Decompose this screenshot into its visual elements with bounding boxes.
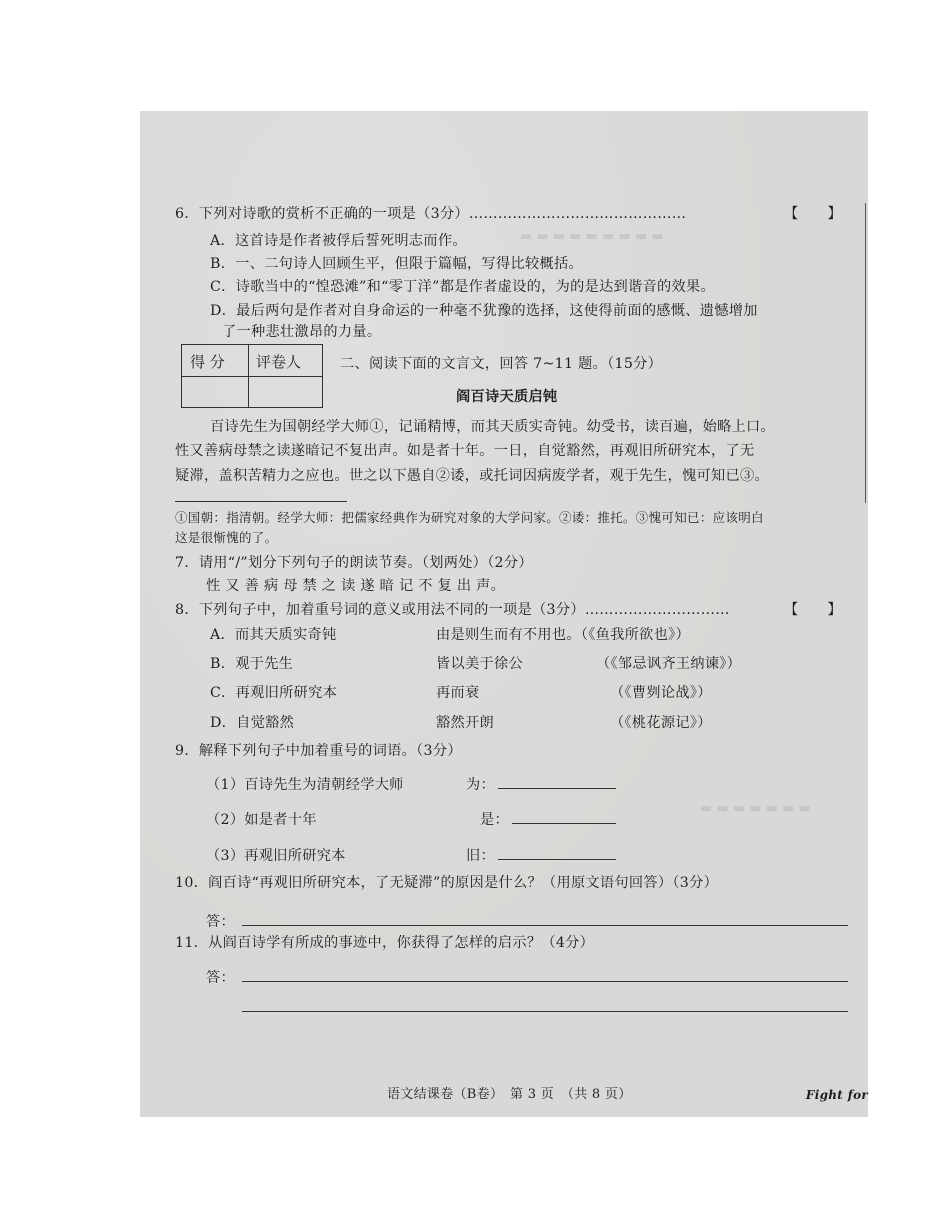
q8-option-c-source: （《曹刿论战》）: [610, 685, 712, 701]
bleed-through-text: ▬ ▬ ▬ ▬ ▬ ▬ ▬: [700, 801, 811, 816]
score-box: [181, 344, 323, 408]
q9-item-3-label: 旧：: [466, 848, 495, 864]
q9-item-3: （3）再观旧所研究本: [206, 848, 346, 864]
q9-stem: 9．解释下列句子中加着重号的词语。（3分）: [175, 743, 462, 759]
q6-option-b: B．一、二句诗人回顾生平，但限于篇幅，写得比较概括。: [210, 256, 583, 272]
q8-option-b-source: （《邹忌讽齐王纳谏》）: [596, 656, 742, 672]
section2-heading: 二、阅读下面的文言文，回答 7~11 题。（15分）: [340, 356, 663, 372]
q11-answer-label: 答：: [206, 970, 235, 986]
q9-item-2-blank[interactable]: [512, 823, 616, 824]
footer-corner-text: Fight for: [805, 1088, 868, 1102]
q8-option-d-compare: 豁然开朗: [436, 715, 494, 731]
q8-option-a-compare: 由是则生而有不用也。（《鱼我所欲也》）: [436, 627, 690, 643]
q6-answer-bracket: 【 】: [784, 206, 842, 222]
q11-answer-line-2[interactable]: [242, 1011, 848, 1012]
q11-answer-line-1[interactable]: [242, 981, 848, 982]
q9-item-1-label: 为：: [466, 777, 495, 793]
q6-option-c: C．诗歌当中的“惶恐滩”和“零丁洋”都是作者虚设的，为的是达到谐音的效果。: [210, 279, 715, 295]
passage-title: 阎百诗天质启钝: [456, 389, 558, 405]
q7-stem: 7．请用“/”划分下列句子的朗读节奏。（划两处）（2分）: [175, 555, 533, 571]
notes-separator: [175, 501, 347, 502]
q8-option-b-compare: 皆以美于徐公: [436, 656, 523, 672]
q8-option-a: A．而其天质实奇钝: [210, 627, 337, 643]
passage-note-2: 这是很惭愧的了。: [175, 530, 278, 545]
exam-paper-sheet: [140, 111, 868, 1117]
passage-line-3: 疑滞，盖积苦精力之应也。世之以下愚自②诿，或托词因病废学者，观于先生，愧可知已③。: [175, 468, 769, 484]
q6-option-d: D．最后两句是作者对自身命运的一种毫不犹豫的选择，这使得前面的感慨、遗憾增加: [210, 303, 758, 319]
q9-item-2-label: 是：: [480, 812, 509, 828]
q9-item-3-blank[interactable]: [498, 859, 616, 860]
right-margin-rule: [865, 203, 866, 503]
q10-answer-line[interactable]: [242, 925, 848, 926]
bleed-through-text: ▬ ▬ ▬ ▬ ▬ ▬ ▬ ▬ ▬: [520, 229, 664, 244]
grader-label: 评卷人: [256, 353, 302, 371]
q11-stem: 11．从阎百诗学有所成的事迹中，你获得了怎样的启示？（4分）: [175, 935, 595, 951]
q8-stem: 8．下列句子中，加着重号词的意义或用法不同的一项是（3分）…………………………: [175, 602, 730, 618]
q6-stem: 6．下列对诗歌的赏析不正确的一项是（3分）………………………………………: [175, 206, 687, 222]
q8-option-d: D．自觉豁然: [210, 715, 295, 731]
passage-note-1: ①国朝：指清朝。经学大师：把儒家经典作为研究对象的大学问家。②诿：推托。③愧可知已：应该明白: [175, 510, 764, 525]
score-label: 得 分: [190, 353, 225, 371]
passage-line-1: 百诗先生为国朝经学大师①，记诵精博，而其天质实奇钝。幼受书，读百遍，始略上口。: [210, 419, 776, 435]
q10-stem: 10．阎百诗“再观旧所研究本，了无疑滞”的原因是什么？（用原文语句回答）（3分）: [175, 875, 719, 891]
q8-option-b: B．观于先生: [210, 656, 294, 672]
q7-sentence: 性 又 善 病 母 禁 之 读 遂 暗 记 不 复 出 声。: [206, 578, 506, 594]
q10-answer-label: 答：: [206, 914, 235, 930]
q8-option-c-compare: 再而衰: [436, 685, 480, 701]
q9-item-2: （2）如是者十年: [206, 812, 317, 828]
q8-answer-bracket: 【 】: [784, 602, 842, 618]
q6-option-a: A．这首诗是作者被俘后誓死明志而作。: [210, 233, 467, 249]
q9-item-1-blank[interactable]: [498, 788, 616, 789]
q8-option-d-source: （《桃花源记》）: [610, 715, 712, 731]
q8-option-c: C．再观旧所研究本: [210, 685, 338, 701]
passage-line-2: 性又善病母禁之读遂暗记不复出声。如是者十年。一日，自觉豁然，再观旧所研究本，了无: [175, 443, 755, 459]
page-footer: 语文结课卷（B卷） 第 3 页 （共 8 页）: [387, 1087, 632, 1102]
q6-option-d-cont: 了一种悲壮激昂的力量。: [222, 324, 382, 340]
q9-item-1: （1）百诗先生为清朝经学大师: [206, 777, 404, 793]
